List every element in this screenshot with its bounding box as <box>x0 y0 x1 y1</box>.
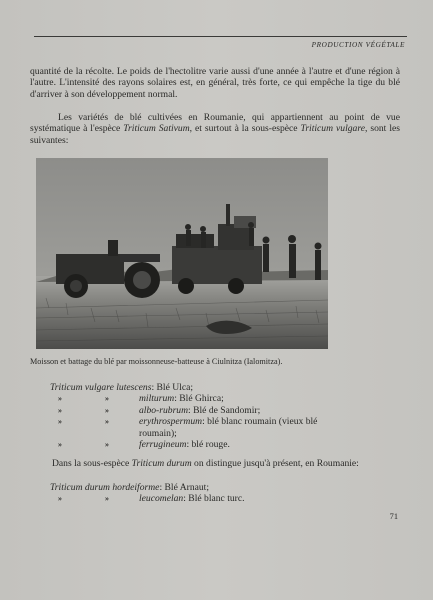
ditto-mark: » <box>58 405 62 415</box>
common-name: : blé blanc roumain (vieux blé <box>202 416 318 428</box>
variety-name: Triticum durum hordeiforme <box>50 482 160 493</box>
harvest-photo <box>36 158 328 349</box>
species-name: Triticum Sativum <box>123 123 190 135</box>
common-name: : Blé de Sandomir; <box>188 404 261 416</box>
common-name: : Blé blanc turc. <box>183 493 245 505</box>
ditto-mark: » <box>105 417 109 427</box>
page-number: 71 <box>389 512 398 521</box>
common-name: : Blé Arnaut; <box>159 482 210 493</box>
variety-name: Triticum vulgare lutescens <box>50 382 152 393</box>
ditto-mark: » <box>58 440 62 450</box>
list-item <box>50 416 406 439</box>
list-item <box>50 393 406 404</box>
ditto-mark: » <box>105 394 109 404</box>
vulgare-variety-list <box>50 382 406 450</box>
header-rule <box>34 36 407 37</box>
photo-caption: Moisson et battage du blé par moissonneuse-batteuse à Ciulnitza (Ialomitza). <box>30 357 283 366</box>
list-item <box>50 482 406 493</box>
common-name: : Blé Ulca; <box>151 382 193 393</box>
paragraph-2 <box>30 112 400 146</box>
list-item <box>50 493 406 504</box>
list-item <box>50 439 406 450</box>
subspecies-name: Triticum vulgare <box>300 123 365 135</box>
common-name: : blé rouge. <box>186 439 230 451</box>
paragraph-3-part1: Dans la sous-espèce <box>52 458 132 469</box>
common-name: : Blé Ghirca; <box>174 393 224 405</box>
ditto-mark: » <box>105 494 109 504</box>
paragraph-2-part1: Les variétés de blé cultivées en Roumanie, qui appartiennent au point de vue systématique à l'espèce <box>30 112 400 135</box>
harvest-photo-image <box>36 158 328 349</box>
paragraph-1: quantité de la récolte. Le poids de l'hectolitre varie aussi d'une année à l'autre et d'une région à l'autre. L'intensité des rayons solaires est, en général, très forte, ce qui empêche la tige du blé d'arriver à son développement normal. <box>30 66 400 100</box>
ditto-mark: » <box>58 417 62 427</box>
variety-name: milturum <box>139 393 175 405</box>
ditto-mark: » <box>105 405 109 415</box>
list-item <box>50 382 406 393</box>
variety-name: ferrugineum <box>139 439 187 451</box>
common-name-continued: roumain); <box>139 427 177 439</box>
list-item <box>50 405 406 416</box>
durum-variety-list <box>50 482 406 505</box>
paragraph-3 <box>30 458 390 469</box>
ditto-mark: » <box>105 440 109 450</box>
running-head: PRODUCTION VÉGÉTALE <box>311 41 405 49</box>
paragraph-3-part2: on distingue jusqu'à présent, en Roumanie: <box>191 458 359 469</box>
variety-name: erythrospermum <box>139 416 203 428</box>
ditto-mark: » <box>58 494 62 504</box>
subspecies-name: Triticum durum <box>131 458 192 469</box>
paragraph-2-part2: , et surtout à la sous-espèce <box>189 123 301 135</box>
ditto-mark: » <box>58 394 62 404</box>
paragraph-2-part3: , sont les suivantes: <box>30 123 400 146</box>
variety-name: albo-rubrum <box>139 404 189 416</box>
variety-name: leucomelan <box>139 493 184 505</box>
